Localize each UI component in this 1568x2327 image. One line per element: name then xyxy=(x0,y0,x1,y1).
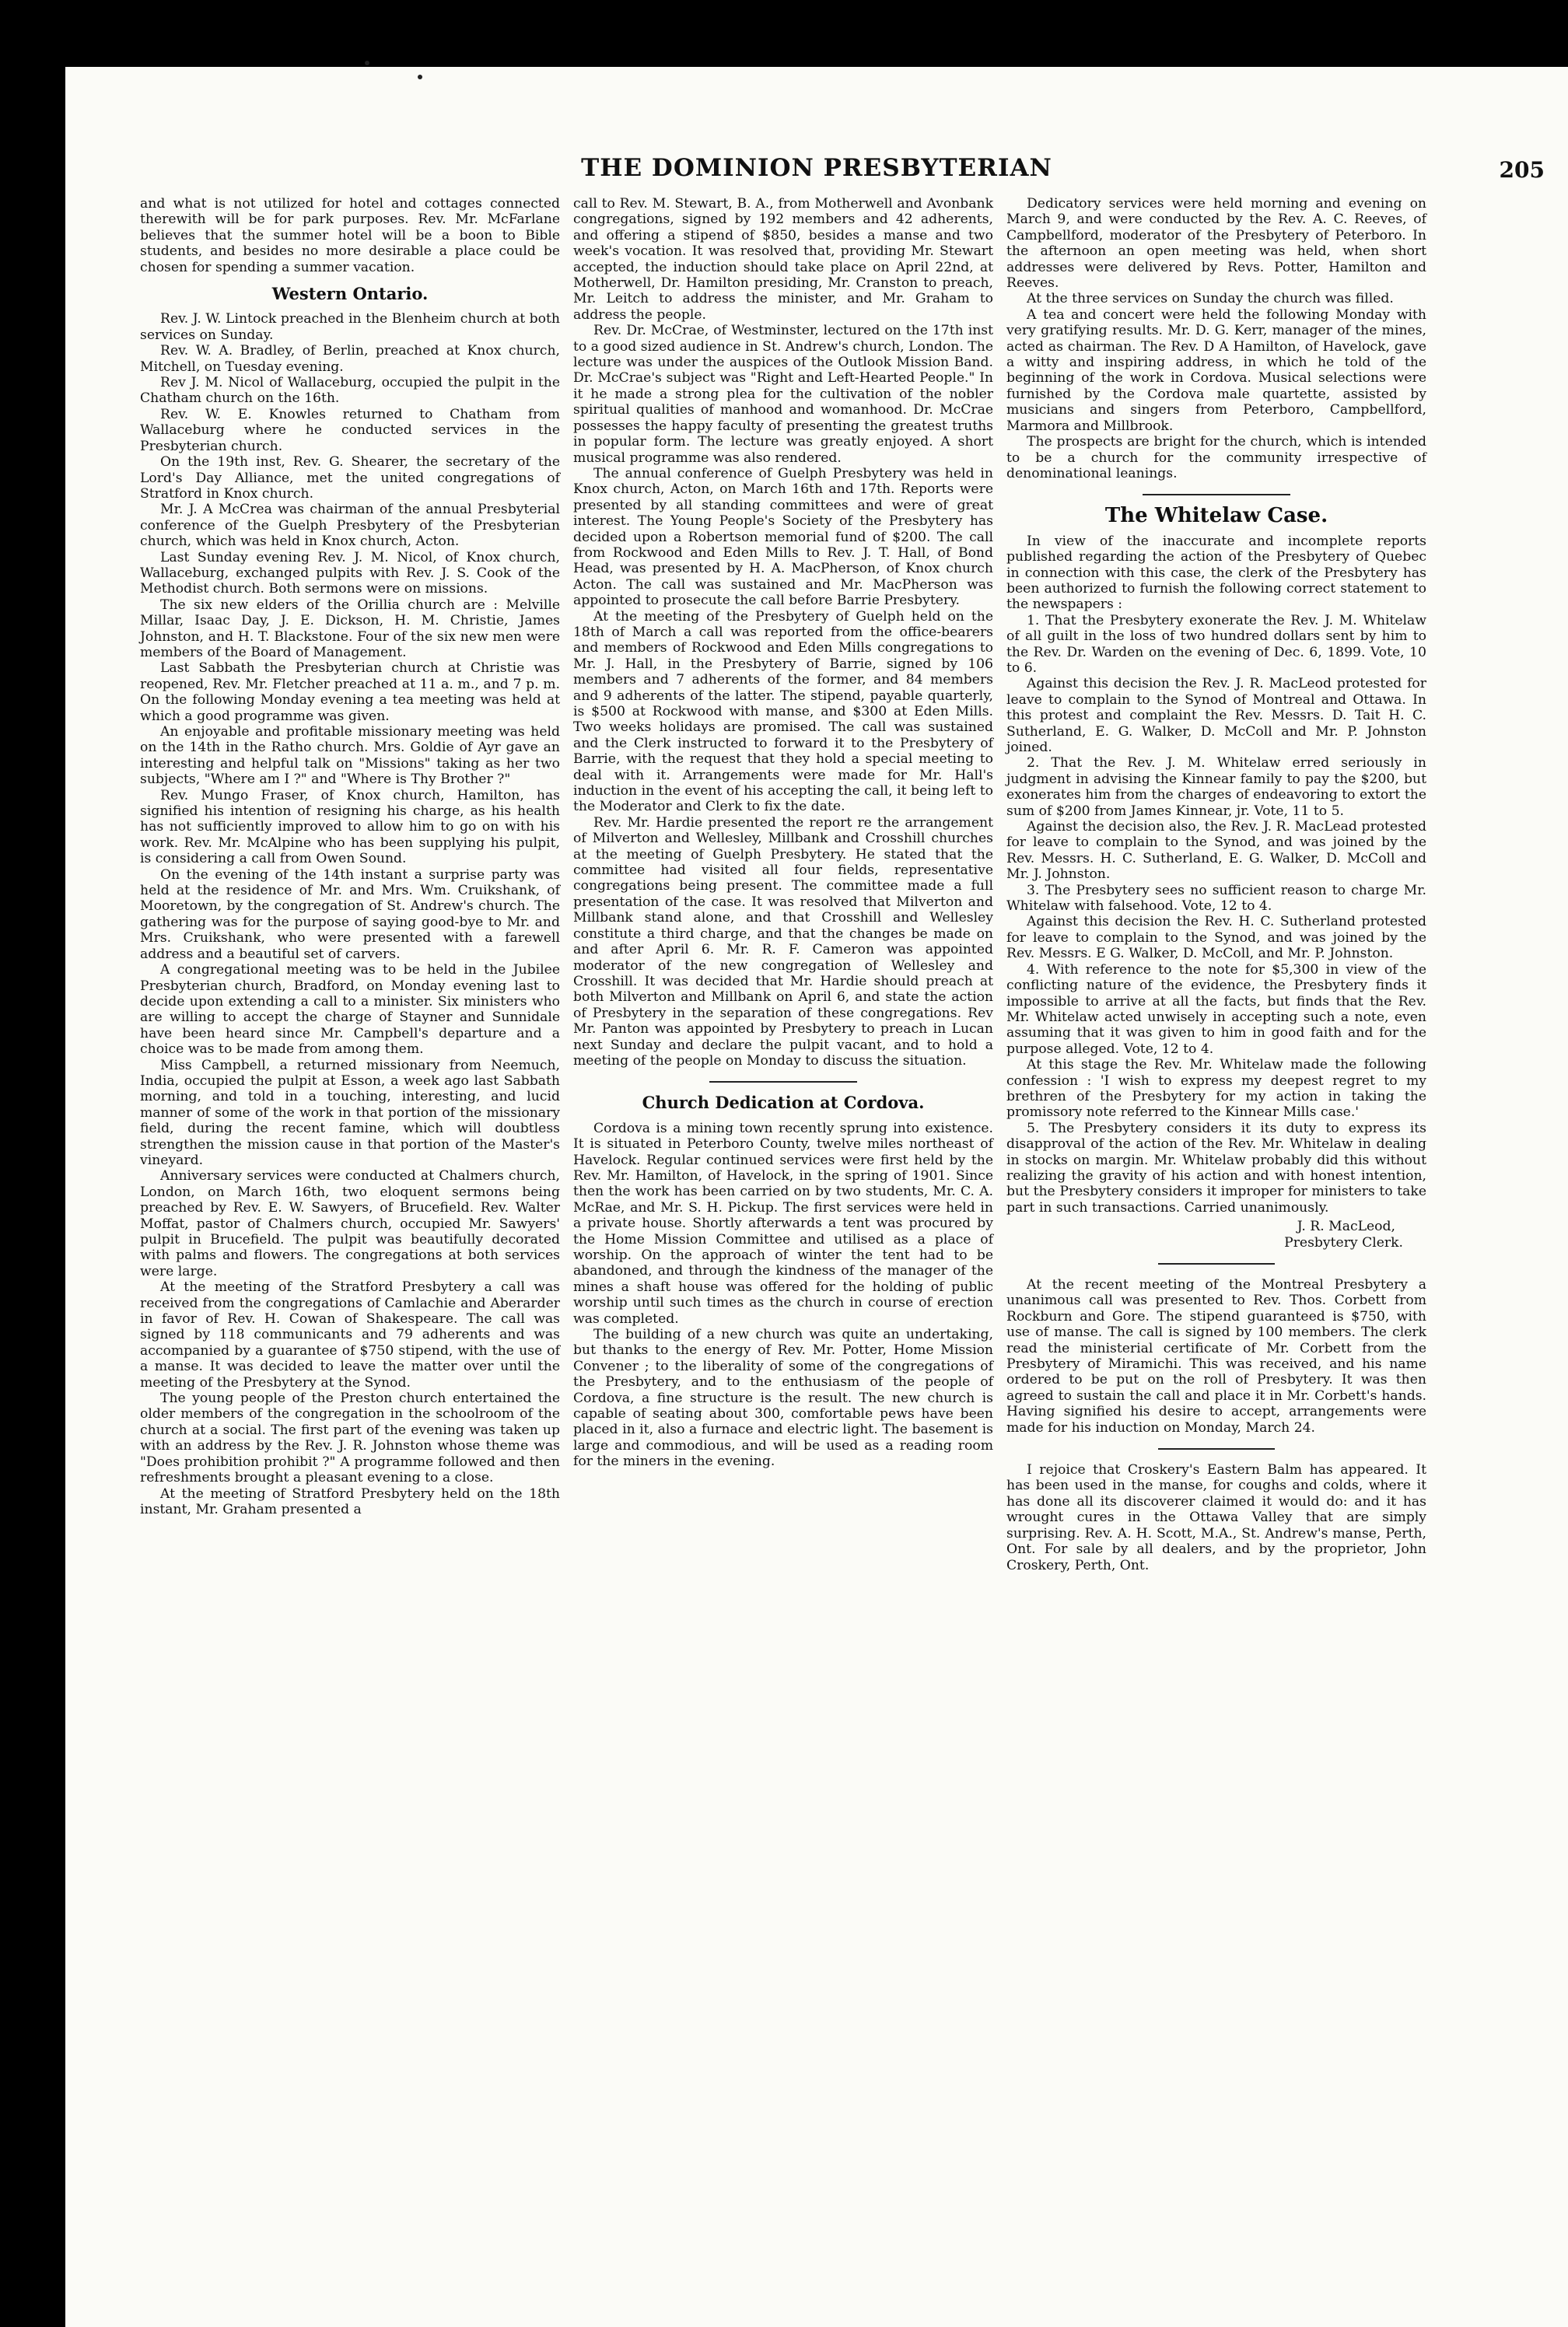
page-number: 205 xyxy=(1499,157,1545,183)
paragraph: The young people of the Preston church entertained the older members of the congregation in the schoolroom of the church at a social. The first part of the evening was taken up with an address by the Rev. J. R. Johnston whose theme was "Does prohibition prohibit ?" A programme followed and then refreshments brought a pleasant evening to a close. xyxy=(140,1391,560,1486)
paragraph: Against this decision the Rev. H. C. Sutherland protested for leave to complain to the Synod, and was joined by the Rev. Messrs. E G. Walker, D. McColl, and Mr. P. Johnston. xyxy=(1006,914,1426,962)
paragraph: The building of a new church was quite an undertaking, but thanks to the energy of Rev. Mr. Potter, Home Mission Convener ; to the liberality of some of the congregations of the Presbytery, and to the enthusiasm of the people of Cordova, a fine structure is the result. The new church is capable of seating about 300, comfortable pews have been placed in it, also a furnace and electric light. The basement is large and commodious, and will be used as a reading room for the miners in the evening. xyxy=(573,1327,993,1470)
masthead: THE DOMINION PRESBYTERIAN xyxy=(581,154,1052,182)
section-heading-western-ontario: Western Ontario. xyxy=(271,284,429,304)
paragraph: Anniversary services were conducted at Chalmers church, London, on March 16th, two eloquent sermons being preached by Rev. E. W. Sawyers, of Brucefield. Rev. Walter Moffat, pastor of Chalmers church, occupied Mr. Sawyers' pulpit in Brucefield. The pulpit was beautifully decorated with palms and flowers. The congregations at both services were large. xyxy=(140,1168,560,1279)
divider xyxy=(1158,1448,1275,1450)
speck xyxy=(365,61,369,65)
paragraph: 5. The Presbytery considers it its duty to express its disapproval of the action of the Rev. Mr. Whitelaw in dealing in stocks on margin. Mr. Whitelaw probably did this without realizing the gravity of his action and with honest intention, but the Presbytery considers it improper for ministers to take part in such transactions. Carried unanimously. xyxy=(1006,1120,1426,1216)
paragraph: 1. That the Presbytery exonerate the Rev. J. M. Whitelaw of all guilt in the loss of two hundred dollars sent by him to the Rev. Dr. Warden on the evening of Dec. 6, 1899. Vote, 10 to 6. xyxy=(1006,612,1426,676)
paragraph: Miss Campbell, a returned missionary from Neemuch, India, occupied the pulpit at Esson, a week ago last Sabbath morning, and told in a touching, interesting, and lucid manner of some of the work in that portion of the missionary field, during the recent famine, which will doubtless strengthen the mission cause in that portion of the Master's vineyard. xyxy=(140,1057,560,1168)
paragraph: On the evening of the 14th instant a surprise party was held at the residence of Mr. and Mrs. Wm. Cruikshank, of Mooretown, by the congregation of St. Andrew's church. The gathering was for the purpose of saying good-bye to Mr. and Mrs. Cruikshank, who were presented with a farewell address and a beautiful set of carvers. xyxy=(140,866,560,962)
paragraph: At the meeting of the Presbytery of Guelph held on the 18th of March a call was reported from the office-bearers and members of Rockwood and Eden Mills congregations to Mr. J. Hall, in the Presbytery of Barrie, signed by 106 members and 7 adherents of the former, and 84 members and 9 adherents of the latter. The stipend, payable quarterly, is $500 at Rockwood with manse, and $300 at Eden Mills. Two weeks holidays are promised. The call was sustained and the Clerk instructed to forward it to the Presbytery of Barrie, with the request that they hold a special meeting to deal with it. Arrangements were made for Mr. Hall's induction in the event of his accepting the call, it being left to the Moderator and Clerk to fix the date. xyxy=(573,608,993,815)
divider xyxy=(709,1081,857,1083)
signature-name: J. R. MacLeod, xyxy=(1297,1219,1395,1235)
paragraph: At the meeting of Stratford Presbytery held on the 18th instant, Mr. Graham presented a xyxy=(140,1485,560,1517)
paragraph: In view of the inaccurate and incomplete reports published regarding the action of the Presbytery of Quebec in connection with this case, the clerk of the Presbytery has been authorized to furnish the following correct statement to the newspapers : xyxy=(1006,533,1426,613)
section-heading-whitelaw-case: The Whitelaw Case. xyxy=(1104,504,1328,528)
paragraph: and what is not utilized for hotel and cottages connected therewith will be for park purposes. Rev. Mr. McFarlane believes that the summer hotel will be a boon to Bible students, and besides no more desirable a place could be chosen for spending a summer vacation. xyxy=(140,196,560,275)
paragraph: Last Sabbath the Presbyterian church at Christie was reopened, Rev. Mr. Fletcher preached at 11 a. m., and 7 p. m. On the following Monday evening a tea meeting was held at which a good programme was given. xyxy=(140,660,560,724)
paragraph: At the meeting of the Stratford Presbytery a call was received from the congregations of Camlachie and Aberarder in favor of Rev. H. Cowan of Shakespeare. The call was signed by 118 communicants and 79 adherents and was accompanied by a guarantee of $750 stipend, with the use of a manse. It was decided to leave the matter over until the meeting of the Presbytery at the Synod. xyxy=(140,1279,560,1391)
paragraph: I rejoice that Croskery's Eastern Balm has appeared. It has been used in the manse, for coughs and colds, where it has done all its discoverer claimed it would do: and it has wrought cures in the Ottawa Valley that are simply surprising. Rev. A. H. Scott, M.A., St. Andrew's manse, Perth, Ont. For sale by all dealers, and by the proprietor, John Croskery, Perth, Ont. xyxy=(1006,1462,1426,1573)
newspaper-page xyxy=(65,67,1568,2327)
paragraph: Against this decision the Rev. J. R. MacLeod protested for leave to complain to the Synod of Montreal and Ottawa. In this protest and complaint the Rev. Messrs. D. Tait H. C. Sutherland, E. G. Walker, D. McColl and Mr. P. Johnston joined. xyxy=(1006,676,1426,755)
paragraph: Rev. J. W. Lintock preached in the Blenheim church at both services on Sunday. xyxy=(140,311,560,343)
signature-title: Presbytery Clerk. xyxy=(1284,1234,1403,1251)
paragraph: Dedicatory services were held morning and evening on March 9, and were conducted by the Rev. A. C. Reeves, of Campbellford, moderator of the Presbytery of Peterboro. In the afternoon an open meeting was held, when short addresses were delivered by Revs. Potter, Hamilton and Reeves. xyxy=(1006,196,1426,292)
paragraph: call to Rev. M. Stewart, B. A., from Motherwell and Avonbank congregations, signed by 192 members and 42 adherents, and offering a stipend of $850, besides a manse and two week's vocation. It was resolved that, providing Mr. Stewart accepted, the induction should take place on April 22nd, at Motherwell, Dr. Hamilton presiding, Mr. Cranston to preach, Mr. Leitch to address the minister, and Mr. Graham to address the people. xyxy=(573,196,993,323)
paragraph: At the three services on Sunday the church was filled. xyxy=(1027,291,1394,307)
section-heading-church-dedication: Church Dedication at Cordova. xyxy=(642,1093,925,1113)
paragraph: At this stage the Rev. Mr. Whitelaw made the following confession : 'I wish to express my deepest regret to my brethren of the Presbytery for my action in taking the promissory note referred to the Kinnear Mills case.' xyxy=(1006,1057,1426,1121)
paragraph: Rev. Dr. McCrae, of Westminster, lectured on the 17th inst to a good sized audience in St. Andrew's church, London. The lecture was under the auspices of the Outlook Mission Band. Dr. McCrae's subject was "Right and Left-Hearted People." In it he made a strong plea for the cultivation of the nobler spiritual qualities of manhood and womanhood. Dr. McCrae possesses the happy faculty of presenting the greatest truths in popular form. The lecture was greatly enjoyed. A short musical programme was also rendered. xyxy=(573,323,993,466)
paragraph: An enjoyable and profitable missionary meeting was held on the 14th in the Ratho church. Mrs. Goldie of Ayr gave an interesting and helpful talk on "Missions" taking as her two subjects, "Where am I ?" and "Where is Thy Brother ?" xyxy=(140,724,560,788)
speck xyxy=(418,75,422,79)
paragraph: Against the decision also, the Rev. J. R. MacLead protested for leave to complain to the Synod, and was joined by the Rev. Messrs. H. C. Sutherland, E. G. Walker, D. McColl and Mr. J. Johnston. xyxy=(1006,819,1426,883)
paragraph: The annual conference of Guelph Presbytery was held in Knox church, Acton, on March 16th and 17th. Reports were presented by all standing committees and were of great interest. The Young People's Society of the Presbytery has decided upon a Robertson memorial fund of $200. The call from Rockwood and Eden Mills to Rev. J. T. Hall, of Bond Head, was presented by H. A. MacPherson, of Knox church Acton. The call was sustained and Mr. MacPherson was appointed to prosecute the call before Barrie Presbytery. xyxy=(573,465,993,609)
column-3 xyxy=(1006,196,1426,1573)
column-2 xyxy=(573,196,993,1470)
paragraph: 2. That the Rev. J. M. Whitelaw erred seriously in judgment in advising the Kinnear family to pay the $200, but exonerates him from the charges of endeavoring to extort the sum of $200 from James Kinnear, jr. Vote, 11 to 5. xyxy=(1006,755,1426,819)
divider xyxy=(1158,1263,1275,1265)
paragraph: Rev J. M. Nicol of Wallaceburg, occupied the pulpit in the Chatham church on the 16th. xyxy=(140,375,560,407)
paragraph: The prospects are bright for the church, which is intended to be a church for the community irrespective of denominational leanings. xyxy=(1006,434,1426,481)
paragraph: The six new elders of the Orillia church are : Melville Millar, Isaac Day, J. E. Dickson, H. M. Christie, James Johnston, and H. T. Blackstone. Four of the six new men were members of the Board of Management. xyxy=(140,597,560,660)
paragraph: At the recent meeting of the Montreal Presbytery a unanimous call was presented to Rev. Thos. Corbett from Rockburn and Gore. The stipend guaranteed is $750, with use of manse. The call is signed by 100 members. The clerk read the ministerial certificate of Mr. Corbett from the Presbytery of Miramichi. This was received, and his name ordered to be put on the roll of Presbytery. It was then agreed to sustain the call and place it in Mr. Corbett's hands. Having signified his desire to accept, arrangements were made for his induction on Monday, March 24. xyxy=(1006,1277,1426,1436)
paragraph: Rev. Mr. Hardie presented the report re the arrangement of Milverton and Wellesley, Millbank and Crosshill churches at the meeting of Guelph Presbytery. He stated that the committee had visited all four fields, representative congregations being present. The committee made a full presentation of the case. It was resolved that Milverton and Millbank stand alone, and that Crosshill and Wellesley constitute a third charge, and that the changes be made on and after April 6. Mr. R. F. Cameron was appointed moderator of the new congregation of Wellesley and Crosshill. It was decided that Mr. Hardie should preach at both Milverton and Millbank on April 6, and state the action of Presbytery in the separation of these congregations. Rev Mr. Panton was appointed by Presbytery to preach in Lucan next Sunday and declare the pulpit vacant, and to hold a meeting of the people on Monday to discuss the situation. xyxy=(573,814,993,1069)
paragraph: Last Sunday evening Rev. J. M. Nicol, of Knox church, Wallaceburg, exchanged pulpits with Rev. J. S. Cook of the Methodist church. Both sermons were on missions. xyxy=(140,549,560,597)
paragraph: Rev. W. E. Knowles returned to Chatham from Wallaceburg where he conducted services in the Presbyterian church. xyxy=(140,406,560,454)
paragraph: On the 19th inst, Rev. G. Shearer, the secretary of the Lord's Day Alliance, met the united congregations of Stratford in Knox church. xyxy=(140,454,560,502)
paragraph: Rev. Mungo Fraser, of Knox church, Hamilton, has signified his intention of resigning his charge, as his health has not sufficiently improved to allow him to go on with his work. Rev. Mr. McAlpine who has been supplying his pulpit, is considering a call from Owen Sound. xyxy=(140,787,560,867)
paragraph: Rev. W. A. Bradley, of Berlin, preached at Knox church, Mitchell, on Tuesday evening. xyxy=(140,343,560,375)
paragraph: A congregational meeting was to be held in the Jubilee Presbyterian church, Bradford, on Monday evening last to decide upon extending a call to a minister. Six ministers who are willing to accept the charge of Stayner and Sunnidale have been heard since Mr. Campbell's departure and a choice was to be made from among them. xyxy=(140,962,560,1058)
column-1 xyxy=(140,196,560,1517)
paragraph: A tea and concert were held the following Monday with very gratifying results. Mr. D. G. Kerr, manager of the mines, acted as chairman. The Rev. D A Hamilton, of Havelock, gave a witty and inspiring address, in which he told of the beginning of the work in Cordova. Musical selections were furnished by the Cordova male quartette, assisted by musicians and singers from Peterboro, Campbellford, Marmora and Millbrook. xyxy=(1006,306,1426,434)
paragraph: Mr. J. A McCrea was chairman of the annual Presbyterial conference of the Guelph Presbytery of the Presbyterian church, which was held in Knox church, Acton. xyxy=(140,502,560,550)
divider xyxy=(1143,494,1290,495)
paragraph: 3. The Presbytery sees no sufficient reason to charge Mr. Whitelaw with falsehood. Vote, 12 to 4. xyxy=(1006,882,1426,915)
paragraph: Cordova is a mining town recently sprung into existence. It is situated in Peterboro County, twelve miles northeast of Havelock. Regular continued services were first held by the Rev. Mr. Hamilton, of Havelock, in the spring of 1901. Since then the work has been carried on by two students, Mr. C. A. McRae, and Mr. S. H. Pickup. The first services were held in a private house. Shortly afterwards a tent was procured by the Home Mission Committee and utilised as a place of worship. On the approach of winter the tent had to be abandoned, and through the kindness of the manager of the mines a shaft house was offered for the holding of public worship until such times as the church in course of erection was completed. xyxy=(573,1120,993,1327)
paragraph: 4. With reference to the note for $5,300 in view of the conflicting nature of the evidence, the Presbytery finds it impossible to arrive at all the facts, but finds that the Rev. Mr. Whitelaw acted unwisely in accepting such a note, even assuming that it was given to him in good faith and for the purpose alleged. Vote, 12 to 4. xyxy=(1006,961,1426,1057)
